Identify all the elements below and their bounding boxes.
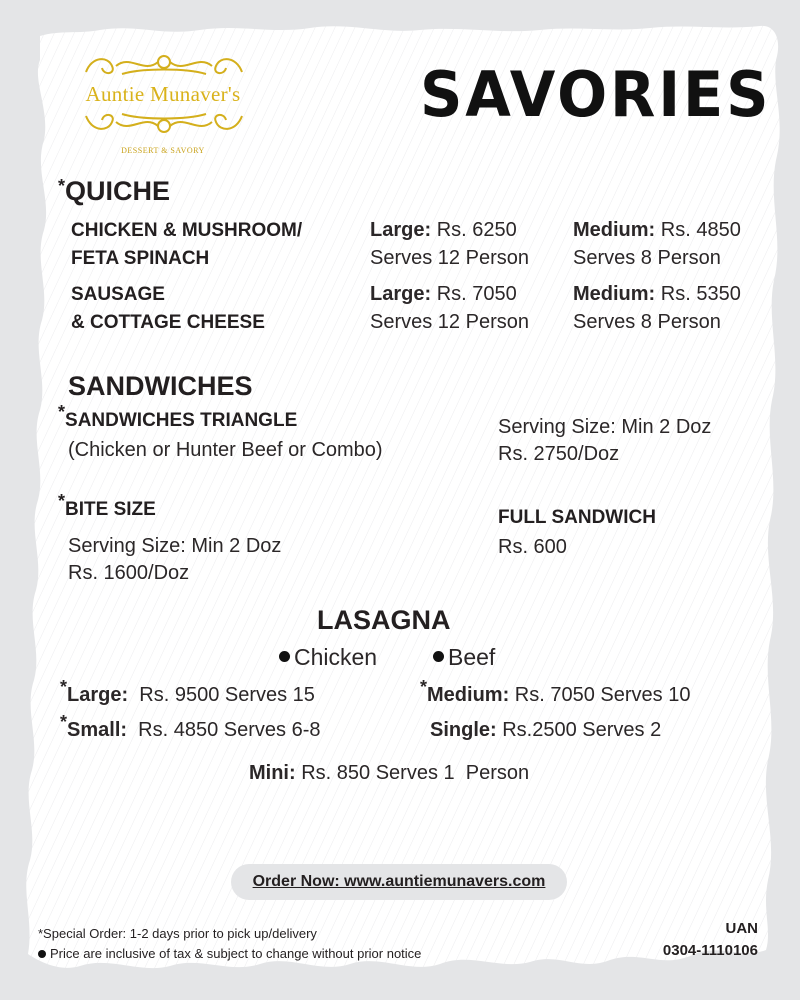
price: Rs. 1600/Doz [68,562,190,584]
price: Rs. 600 [498,536,567,558]
lasagna-option-beef: Beef [433,644,495,671]
uan-label: UAN [725,920,758,937]
item-name: *SANDWICHES TRIANGLE [58,402,298,431]
medium-serves: Serves 8 Person [573,247,721,269]
large-price: Large: Rs. 6250 [370,219,517,241]
lasagna-single: Single: Rs.2500 Serves 2 [430,719,662,741]
brand-name: Auntie Munaver's [85,82,241,106]
quiche-heading [58,176,170,207]
serving-size: Serving Size: Min 2 Doz [498,416,712,438]
lasagna-small: *Small: Rs. 4850 Serves 6-8 [60,712,321,741]
lasagna-large: *Large: Rs. 9500 Serves 15 [60,677,315,706]
price: Rs. 2750/Doz [498,443,620,465]
lasagna-heading: LASAGNA [317,605,451,635]
sandwiches-heading: SANDWICHES [68,371,253,401]
brand-tagline: DESSERT & SAVORY [121,146,205,155]
item-name: *BITE SIZE [58,491,156,520]
logo-ornament-bottom [82,110,246,141]
medium-serves: Serves 8 Person [573,311,721,333]
quiche-heading-text: QUICHE [65,176,171,206]
special-order-note: *Special Order: 1-2 days prior to pick up/delivery [38,926,317,941]
medium-price: Medium: Rs. 5350 [573,283,741,305]
item-name-line2: & COTTAGE CHEESE [71,312,265,333]
item-options: (Chicken or Hunter Beef or Combo) [68,439,383,461]
item-name: FULL SANDWICH [498,507,656,528]
large-price: Large: Rs. 7050 [370,283,517,305]
lasagna-mini: Mini: Rs. 850 Serves 1 Person [249,762,530,784]
serving-size: Serving Size: Min 2 Doz [68,535,282,557]
logo-ornament-top [82,52,246,83]
lasagna-medium: *Medium: Rs. 7050 Serves 10 [420,677,691,706]
page-title: SAVORIES [420,58,772,131]
item-name-line1: CHICKEN & MUSHROOM/ [71,220,303,241]
asterisk: * [58,176,66,196]
large-serves: Serves 12 Person [370,247,529,269]
uan-number[interactable]: 0304-1110106 [662,942,758,959]
large-serves: Serves 12 Person [370,311,529,333]
bullet-icon [279,651,290,662]
item-name-line2: FETA SPINACH [71,248,210,269]
bullet-icon [433,651,444,662]
order-now-text[interactable]: Order Now: www.auntiemunavers.com [252,873,546,890]
medium-price: Medium: Rs. 4850 [573,219,741,241]
bullet-icon [38,950,46,958]
price-note: Price are inclusive of tax & subject to change without prior notice [38,946,421,961]
lasagna-option-chicken: Chicken [279,644,377,671]
item-name-line1: SAUSAGE [71,284,165,305]
order-now-link[interactable] [231,864,567,900]
